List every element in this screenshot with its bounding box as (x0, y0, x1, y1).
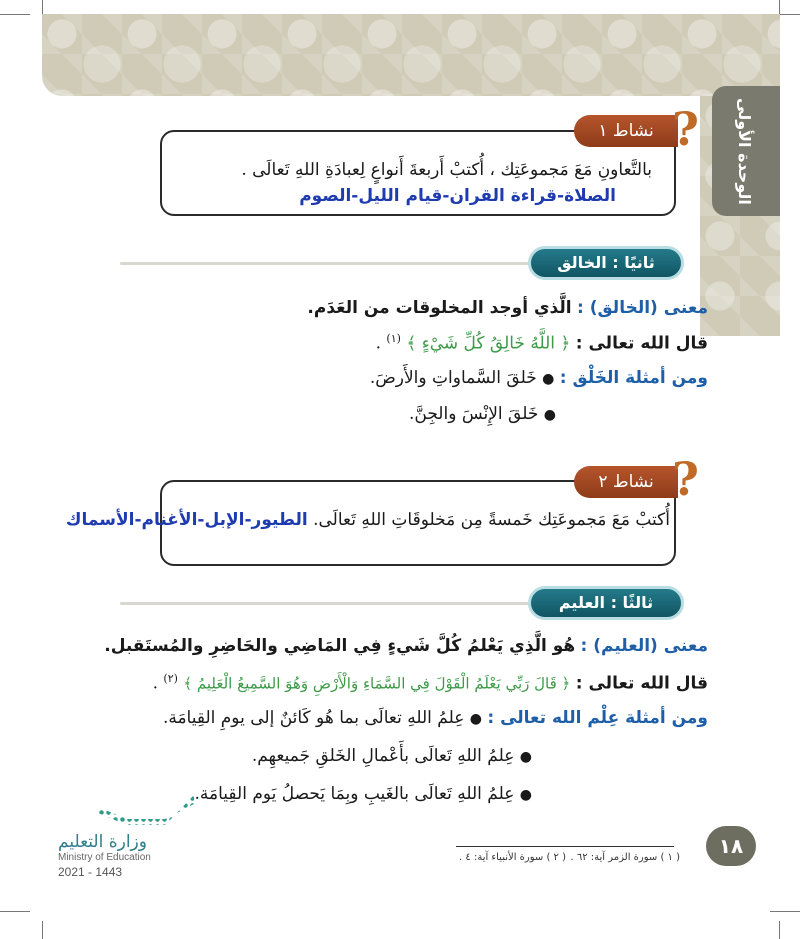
question-mark-icon: ? (672, 452, 699, 506)
meaning-term: معنى (الخالق) : (577, 298, 708, 318)
verse-lead: قال الله تعالى : (575, 333, 708, 354)
bullet-icon: ● (519, 787, 532, 803)
section-3-title: ثالثًا : العليم (528, 586, 684, 620)
ministry-logo-icon (98, 795, 194, 825)
crop-mark (0, 14, 30, 15)
example-item: خَلقَ الإِنْسَ والجِنَّ. (408, 404, 539, 424)
quran-verse: ﴿ اللَّهُ خَالِقُ كُلِّ شَيْءٍ ﴾ (406, 333, 571, 354)
question-mark-icon: ? (672, 102, 699, 156)
example-item: عِلمُ اللهِ تَعالَى بالغَيبِ وبِمَا يَحصلُ يَوم القِيامَة. (194, 784, 515, 804)
activity-2-prompt-text: أُكتبْ مَعَ مَجموعَتِك خَمسةً مِن مَخلوقَاتِ اللهِ تَعالَى. (313, 510, 670, 530)
bullet-icon: ● (543, 407, 556, 423)
example-item: عِلمُ اللهِ تعالَى بما هُو كَائنٌ إلى يومِ القِيامَة. (162, 708, 465, 728)
ministry-name-en: Ministry of Education (58, 852, 151, 863)
section-2-examples (370, 368, 708, 388)
example-item: عِلمُ اللهِ تَعالَى بأَعْمالِ الخَلقِ جَميعهِم. (251, 746, 515, 766)
footnote-2: ( ٢ ) سورة الأنبياء آية: ٤ . (459, 852, 566, 863)
section-3-example-3 (194, 784, 532, 804)
section-2-rule (120, 262, 540, 265)
crop-mark (0, 911, 30, 912)
footnote-rule (456, 846, 674, 847)
ministry-name-ar: وزارة التعليم (58, 832, 147, 852)
activity-2-badge: نشاط ٢ (574, 466, 678, 498)
meaning-term: معنى (العليم) : (580, 636, 708, 656)
section-2-example-2 (409, 404, 556, 424)
verse-lead: قال الله تعالى : (575, 673, 708, 694)
quran-verse: ﴿ قَالَ رَبِّي يَعْلَمُ الْقَوْلَ فِي السَّمَاءِ وَالْأَرْضِ وَهُوَ السَّمِيعُ الْعَلِيمُ ﴾ (183, 674, 571, 693)
section-3-meaning (104, 636, 708, 656)
section-3-verse: قال الله تعالى : ﴿ قَالَ رَبِّي يَعْلَمُ الْقَوْلَ فِي السَّمَاءِ وَالْأَرْضِ وَهُوَ السَّمِيعُ الْعَلِيمُ ﴾ $^{(٢)}$ . (152, 672, 708, 694)
activity-1-answer: الصلاة-قراءة القران-قيام الليل-الصوم (299, 186, 616, 206)
activity-2-prompt (66, 510, 670, 530)
section-2-verse: قال الله تعالى : ﴿ اللَّهُ خَالِقُ كُلِّ شَيْءٍ ﴾ $^{(١)}$ . (375, 332, 708, 354)
unit-label: الوحدة الأولى (735, 97, 754, 205)
footnote-ref: (١) (386, 332, 401, 345)
meaning-text: هُو الَّذِي يَعْلمُ كُلَّ شَيءٍ فِي المَاضِي والحَاضِرِ والمُستَقبل. (104, 636, 576, 656)
crop-mark (779, 921, 780, 939)
activity-1-prompt: بالتَّعاونِ مَعَ مَجموعَتِك ، أُكتبْ أَربعةَ أَنواعٍ لِعبادَةِ اللهِ تَعالَى . (241, 160, 652, 180)
bullet-icon: ● (542, 371, 555, 387)
section-3-rule (120, 602, 540, 605)
section-3-example-2 (252, 746, 532, 766)
section-2-title: ثانيًا : الخالق (528, 246, 684, 280)
footnote-1: ( ١ ) سورة الزمر آية: ٦٢ . (570, 852, 680, 863)
header-pattern (42, 14, 780, 96)
footnote-ref: (٢) (163, 672, 178, 685)
crop-mark (779, 0, 780, 14)
bullet-icon: ● (469, 711, 482, 727)
page-number: ١٨ (706, 826, 756, 866)
section-3-examples (163, 708, 708, 728)
examples-term: ومن أمثلة عِلْم الله تعالى : (487, 708, 708, 728)
section-2-meaning (307, 298, 708, 318)
edition-year: 2021 - 1443 (58, 865, 123, 879)
bullet-icon: ● (519, 749, 532, 765)
meaning-text: الَّذي أوجد المخلوقات من العَدَم. (307, 298, 572, 318)
example-item: خَلقَ السَّماواتِ والأَرضَ. (369, 368, 537, 388)
activity-2-answer: الطيور-الإبل-الأغنام-الأسماك (65, 510, 308, 530)
crop-mark (42, 921, 43, 939)
examples-term: ومن أمثلة الخَلْق : (559, 368, 708, 388)
crop-mark (42, 0, 43, 14)
activity-1-badge: نشاط ١ (574, 115, 678, 147)
crop-mark (770, 911, 800, 912)
